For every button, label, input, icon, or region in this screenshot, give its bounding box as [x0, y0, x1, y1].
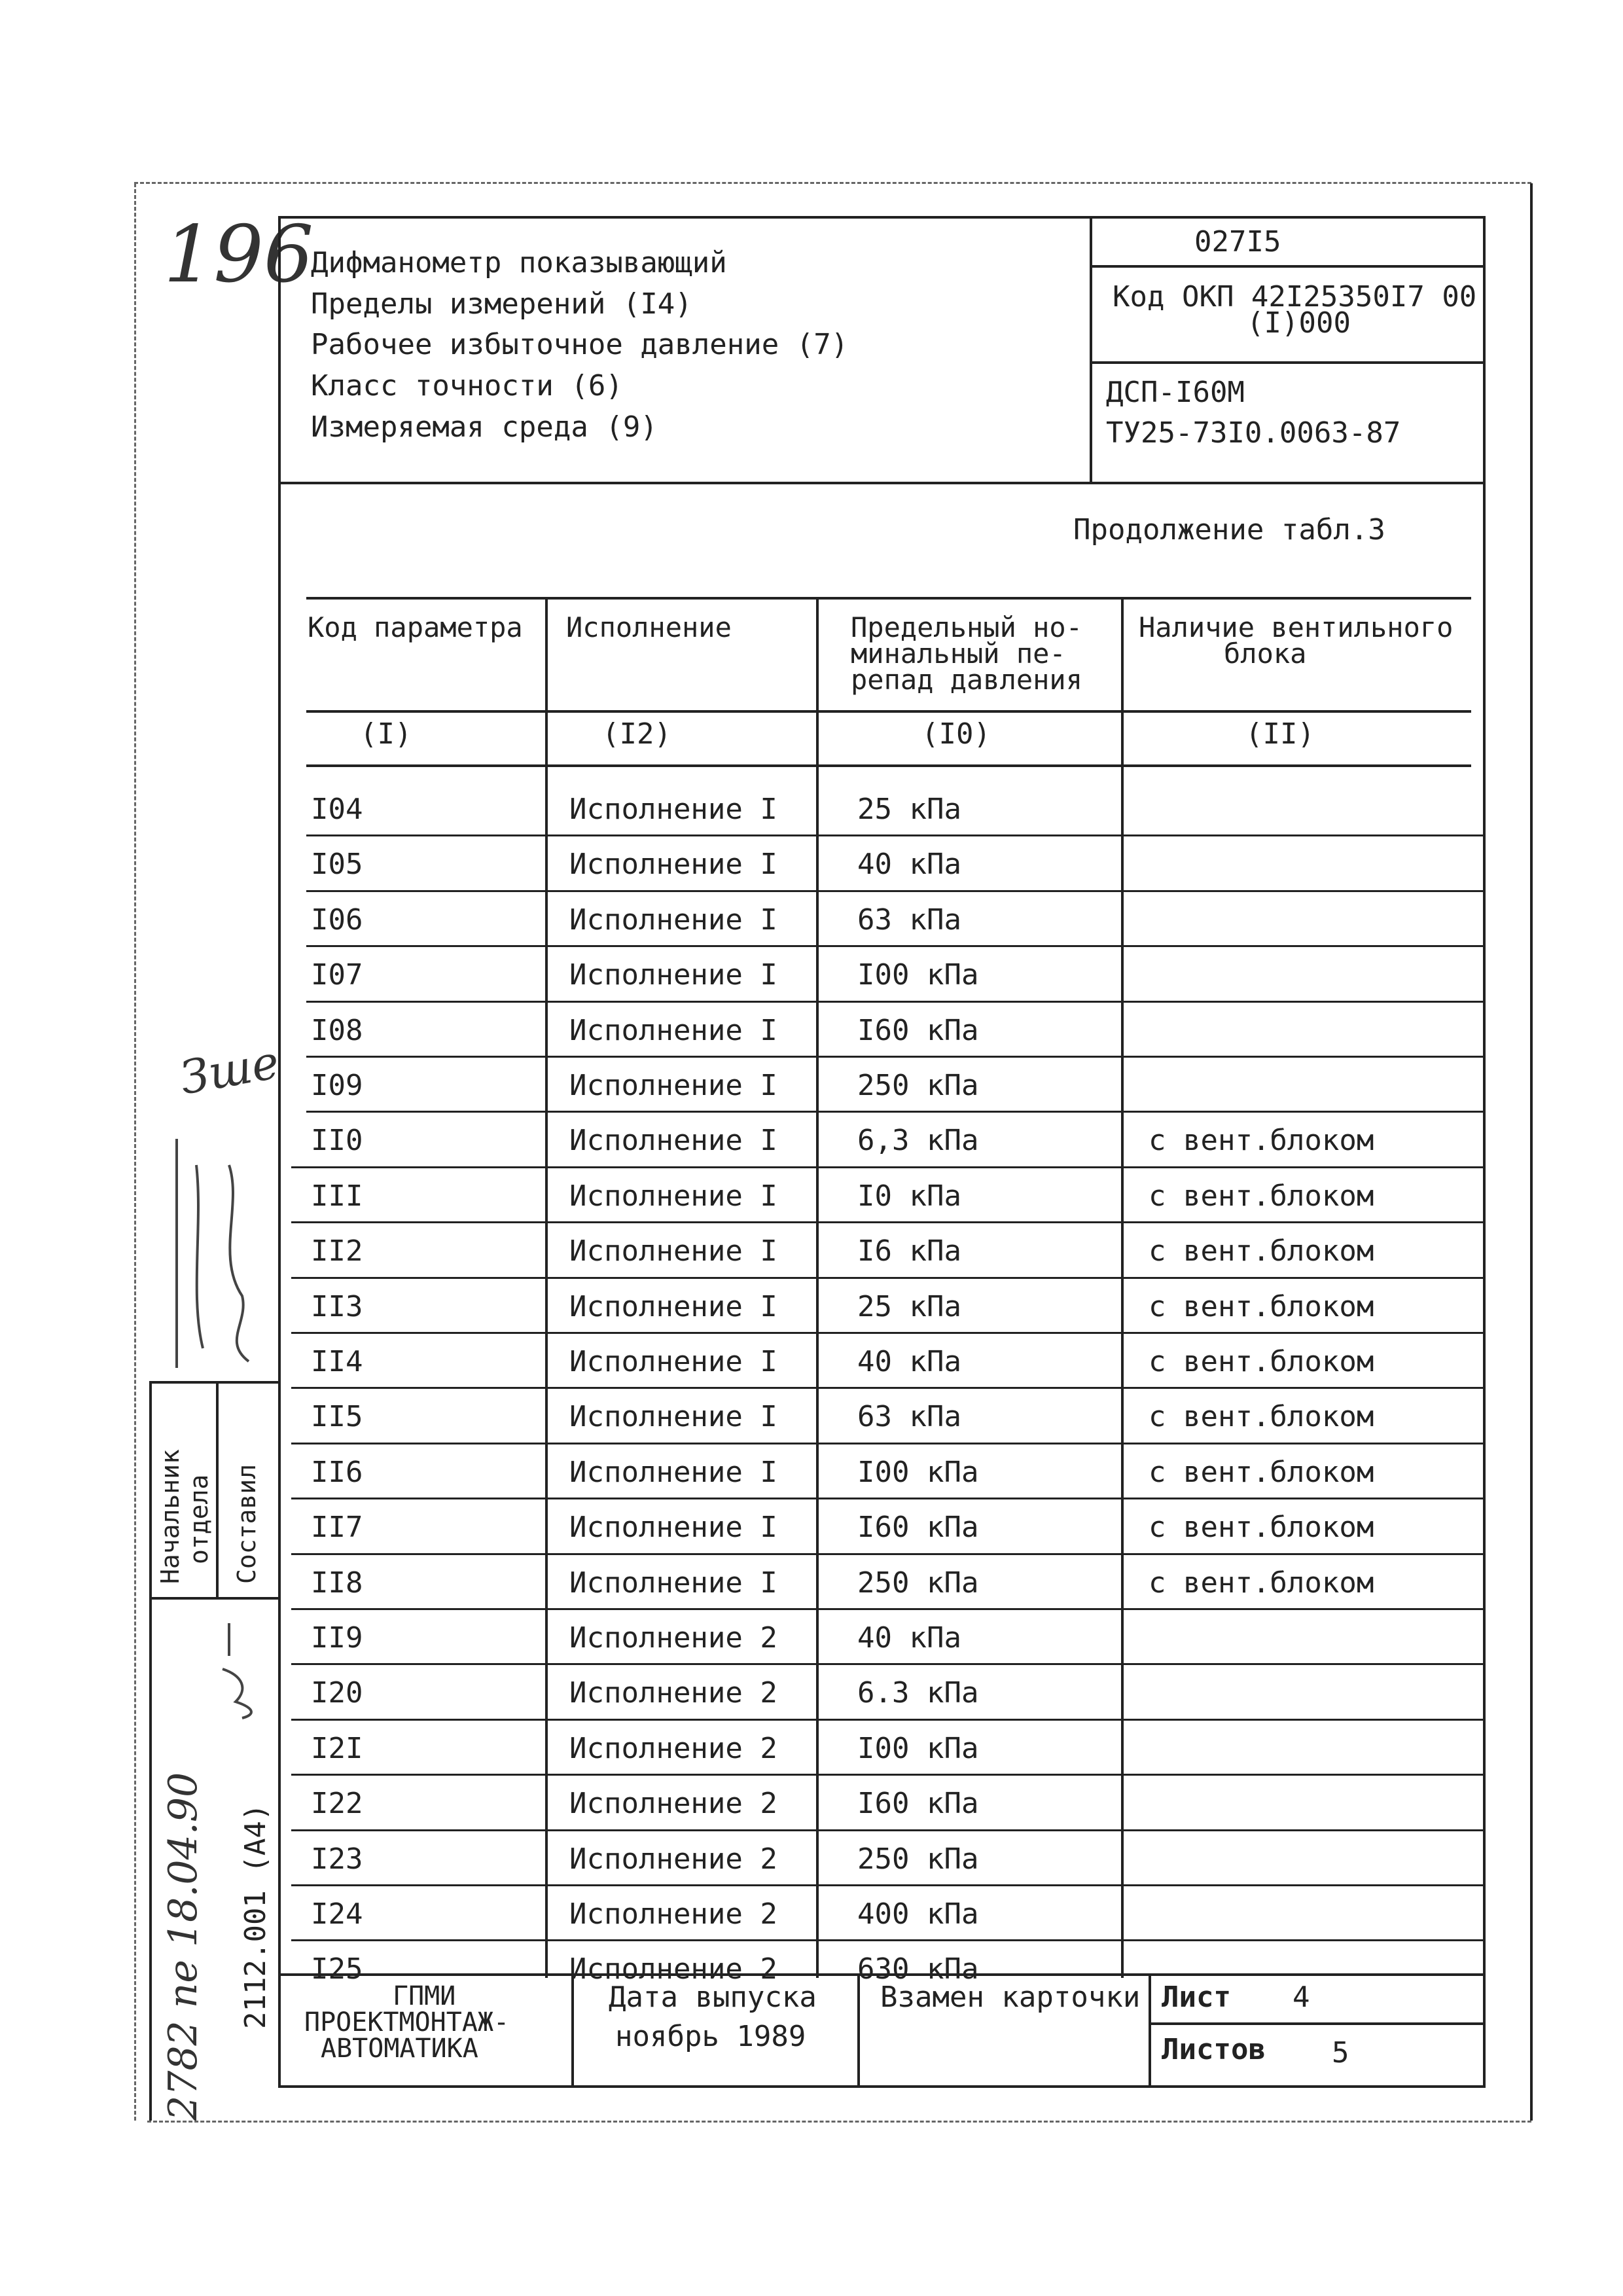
cell-range: I00 кПа: [857, 958, 979, 992]
org-name: ПРОЕКТМОНТАЖ-: [304, 2007, 510, 2037]
cell-exec: Исполнение I: [569, 1013, 777, 1047]
cell-code: II7: [311, 1511, 363, 1545]
col-header-code: Код параметра: [308, 611, 523, 643]
cell-code: I22: [311, 1787, 363, 1821]
cell-range: I00 кПа: [857, 1455, 979, 1489]
cell-exec: Исполнение 2: [569, 1731, 777, 1765]
row-divider: [306, 1111, 1483, 1113]
row-divider: [306, 945, 1483, 947]
sheets-value: 5: [1332, 2036, 1349, 2070]
param-line: Пределы измерений (I4): [311, 287, 692, 321]
model-name: ДСП-I60М: [1106, 376, 1245, 409]
cell-valve: с вент.блоком: [1149, 1566, 1374, 1600]
author-label: Составил: [232, 1463, 261, 1584]
cell-code: I06: [311, 903, 363, 937]
cell-valve: с вент.блоком: [1149, 1234, 1374, 1268]
row-divider: [291, 1829, 1483, 1831]
code-number: 027I5: [1194, 225, 1281, 259]
row-divider: [291, 1939, 1483, 1941]
initials: Зше: [176, 1035, 283, 1105]
cell-code: II2: [311, 1234, 363, 1268]
cell-code: I09: [311, 1069, 363, 1102]
cell-exec: Исполнение 2: [569, 1676, 777, 1710]
cell-range: 40 кПа: [857, 1621, 961, 1655]
cell-exec: Исполнение I: [569, 1345, 777, 1378]
strip-line: [216, 1381, 219, 1597]
param-line: Класс точности (6): [311, 369, 623, 403]
cell-exec: Исполнение I: [569, 1566, 777, 1600]
cell-code: II9: [311, 1621, 363, 1655]
cell-range: I60 кПа: [857, 1511, 979, 1545]
cell-range: 250 кПа: [857, 1566, 979, 1600]
page-border-right: [1530, 183, 1533, 2121]
table-rule: [306, 764, 1471, 767]
footer-divider: [1149, 2022, 1486, 2025]
col-number: (I0): [921, 717, 991, 751]
strip-line: [149, 1381, 152, 2121]
cell-range: I6 кПа: [857, 1234, 961, 1268]
cell-code: I2I: [311, 1731, 363, 1765]
cell-exec: Исполнение I: [569, 1511, 777, 1545]
cell-range: 250 кПа: [857, 1842, 979, 1876]
cell-exec: Исполнение I: [569, 1455, 777, 1489]
cell-exec: Исполнение 2: [569, 1621, 777, 1655]
continuation-label: Продолжение табл.3: [1073, 513, 1385, 547]
header-divider: [1090, 361, 1486, 364]
col-header-range: репад давления: [851, 664, 1083, 696]
cell-code: II6: [311, 1455, 363, 1489]
cell-range: 25 кПа: [857, 1289, 961, 1323]
stamp-note: 2782 ne 18.04.90: [160, 1772, 206, 2121]
sheet-value: 4: [1293, 1981, 1310, 2014]
table-col-divider: [1121, 597, 1124, 1978]
header-divider: [1090, 217, 1092, 483]
col-header-range: минальный пе-: [851, 637, 1066, 670]
cell-valve: с вент.блоком: [1149, 1511, 1374, 1545]
row-divider: [291, 1443, 1483, 1444]
col-header-valve: Наличие вентильного: [1139, 611, 1454, 643]
col-header-range: Предельный но-: [851, 611, 1083, 643]
header-divider: [1090, 265, 1486, 268]
row-divider: [291, 1608, 1483, 1610]
cell-range: 6,3 кПа: [857, 1124, 979, 1158]
row-divider: [291, 1719, 1483, 1721]
cell-range: 25 кПа: [857, 793, 961, 826]
row-divider: [291, 1774, 1483, 1776]
cell-code: I23: [311, 1842, 363, 1876]
cell-range: I60 кПа: [857, 1013, 979, 1047]
head-label: Начальник: [156, 1449, 185, 1584]
release-label: Дата выпуска: [609, 1981, 817, 2014]
row-divider: [291, 1553, 1483, 1555]
cell-range: I00 кПа: [857, 1731, 979, 1765]
cell-exec: Исполнение I: [569, 1124, 777, 1158]
table-col-divider: [816, 597, 819, 1978]
cell-valve: с вент.блоком: [1149, 1179, 1374, 1213]
cell-valve: с вент.блоком: [1149, 1345, 1374, 1378]
page-border-left: [134, 183, 136, 2121]
col-number: (I): [360, 717, 412, 751]
col-header-valve: блока: [1224, 637, 1307, 670]
cell-code: I08: [311, 1013, 363, 1047]
cell-code: II8: [311, 1566, 363, 1600]
cell-range: 6.3 кПа: [857, 1676, 979, 1710]
signature-scribble: [216, 1617, 268, 1721]
cell-code: II0: [311, 1124, 363, 1158]
okp-code-suffix: (I)000: [1247, 306, 1351, 340]
cell-range: 63 кПа: [857, 903, 961, 937]
org-name: АВТОМАТИКА: [321, 2034, 478, 2064]
cell-code: I04: [311, 793, 363, 826]
cell-exec: Исполнение 2: [569, 1897, 777, 1931]
cell-exec: Исполнение 2: [569, 1842, 777, 1876]
signature-scribble: [151, 1126, 281, 1388]
row-divider: [291, 1387, 1483, 1389]
cell-valve: с вент.блоком: [1149, 1289, 1374, 1323]
table-col-divider: [545, 597, 548, 1978]
col-number: (II): [1245, 717, 1315, 751]
cell-range: 630 кПа: [857, 1952, 979, 1986]
row-divider: [306, 1001, 1483, 1003]
sheet-label: Лист: [1162, 1981, 1231, 2014]
param-line: Измеряемая среда (9): [311, 410, 658, 444]
product-title: Дифманометр показывающий: [311, 246, 727, 279]
org-name: ГПМИ: [393, 1981, 456, 2011]
cell-exec: Исполнение I: [569, 1289, 777, 1323]
page-border-bottom: [147, 2121, 1531, 2123]
stamp-code: 2112.001 (A4): [239, 1803, 272, 2029]
tu-code: ТУ25-73I0.0063-87: [1106, 416, 1401, 450]
cell-exec: Исполнение 2: [569, 1952, 777, 1986]
okp-code: Код ОКП 42I25350I7 00: [1113, 280, 1477, 314]
cell-range: 63 кПа: [857, 1400, 961, 1434]
row-divider: [306, 890, 1483, 892]
cell-range: 400 кПа: [857, 1897, 979, 1931]
sheet-mark: 196: [164, 209, 314, 300]
cell-exec: Исполнение I: [569, 1400, 777, 1434]
cell-exec: Исполнение I: [569, 793, 777, 826]
cell-code: I20: [311, 1676, 363, 1710]
page-border-top: [134, 182, 1531, 184]
release-date: ноябрь 1989: [615, 2020, 806, 2053]
cell-code: I05: [311, 848, 363, 882]
cell-code: III: [311, 1179, 363, 1213]
row-divider: [291, 1221, 1483, 1223]
col-number: (I2): [602, 717, 671, 751]
cell-valve: с вент.блоком: [1149, 1400, 1374, 1434]
cell-exec: Исполнение I: [569, 958, 777, 992]
param-line: Рабочее избыточное давление (7): [311, 328, 849, 361]
row-divider: [291, 1166, 1483, 1168]
cell-code: I24: [311, 1897, 363, 1931]
cell-range: 40 кПа: [857, 848, 961, 882]
row-divider: [291, 1332, 1483, 1334]
row-divider: [291, 1663, 1483, 1665]
row-divider: [306, 834, 1483, 836]
head-label: отдела: [185, 1474, 213, 1564]
cell-valve: с вент.блоком: [1149, 1124, 1374, 1158]
col-header-exec: Исполнение: [566, 611, 732, 643]
row-divider: [291, 1498, 1483, 1499]
footer-divider: [857, 1975, 860, 2087]
row-divider: [291, 1884, 1483, 1886]
footer-divider: [571, 1975, 574, 2087]
strip-line: [149, 1597, 280, 1600]
cell-code: II3: [311, 1289, 363, 1323]
cell-exec: Исполнение I: [569, 1179, 777, 1213]
cell-exec: Исполнение 2: [569, 1787, 777, 1821]
table-rule: [306, 710, 1471, 713]
body-right-border: [1483, 484, 1486, 1980]
cell-code: II5: [311, 1400, 363, 1434]
cell-exec: Исполнение I: [569, 903, 777, 937]
table-rule: [306, 597, 1471, 600]
cell-range: I60 кПа: [857, 1787, 979, 1821]
replaces-label: Взамен карточки: [880, 1981, 1141, 2014]
sheets-label: Листов: [1162, 2033, 1266, 2066]
cell-exec: Исполнение I: [569, 1234, 777, 1268]
cell-exec: Исполнение I: [569, 848, 777, 882]
cell-code: I25: [311, 1952, 363, 1986]
cell-valve: с вент.блоком: [1149, 1455, 1374, 1489]
row-divider: [291, 1277, 1483, 1279]
cell-range: I0 кПа: [857, 1179, 961, 1213]
cell-code: II4: [311, 1345, 363, 1378]
cell-exec: Исполнение I: [569, 1069, 777, 1102]
cell-code: I07: [311, 958, 363, 992]
cell-range: 40 кПа: [857, 1345, 961, 1378]
row-divider: [306, 1056, 1483, 1058]
cell-range: 250 кПа: [857, 1069, 979, 1102]
footer-divider: [1149, 1975, 1151, 2087]
